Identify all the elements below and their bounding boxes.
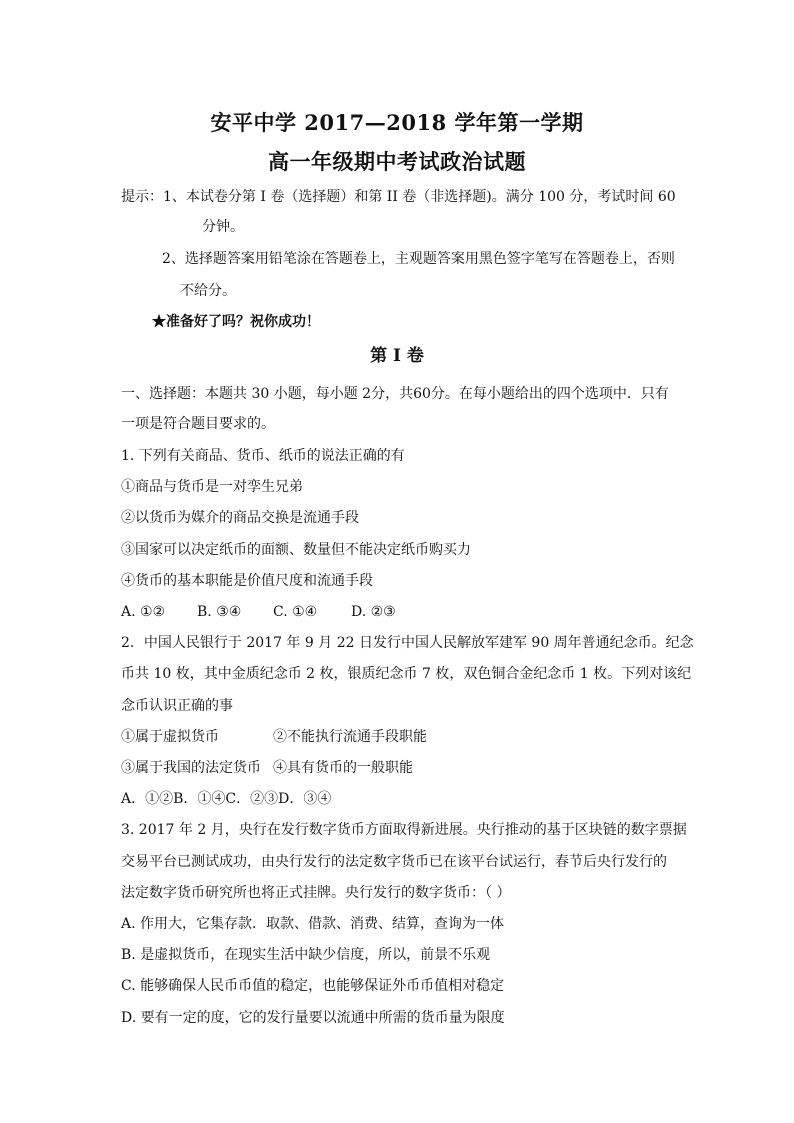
q1-statement-4: ④货币的基本职能是价值尺度和流通手段	[121, 573, 373, 589]
q3-stem-3: 法定数字货币研究所也将正式挂牌。央行发行的数字货币：（ ）	[121, 885, 511, 901]
q1-option-a: A. ①②	[121, 604, 166, 620]
q1-option-d: D. ②③	[351, 604, 396, 620]
q2-statement-2: ②不能执行流通手段职能	[273, 729, 427, 745]
q3-option-c: C. 能够确保人民币币值的稳定，也能够保证外币币值相对稳定	[121, 978, 505, 994]
tip-line-1-cont: 分钟。	[202, 219, 244, 235]
q3-option-b: B. 是虚拟货币，在现实生活中缺少信度，所以，前景不乐观	[121, 947, 491, 963]
good-luck-note: ★准备好了吗？祝你成功！	[152, 314, 320, 330]
q1-stem: 1. 下列有关商品、货币、纸币的说法正确的有	[121, 448, 405, 464]
q2-statements-row-1	[121, 727, 427, 747]
q1-statement-3: ③国家可以决定纸币的面额、数量但不能决定纸币购买力	[121, 542, 471, 558]
tip-line-2-cont: 不给分。	[180, 283, 236, 299]
q1-option-b: B. ③④	[197, 604, 242, 620]
q2-statements-row-2	[121, 758, 413, 778]
q1-option-c: C. ①④	[273, 604, 318, 620]
q2-statement-3: ③属于我国的法定货币	[121, 760, 261, 776]
q2-stem-3: 念币认识正确的事	[121, 698, 233, 714]
q1-statement-1: ①商品与货币是一对孪生兄弟	[121, 479, 303, 495]
q3-option-d: D. 要有一定的度，它的发行量要以流通中所需的货币量为限度	[121, 1010, 505, 1026]
tip-line-1: 提示：1、本试卷分第 I 卷（选择题）和第 II 卷（非选择题)。满分 100 分，考试时间 60	[121, 189, 676, 205]
section-intro-2: 一项是符合题目要求的。	[121, 416, 275, 432]
q2-options: A．①②B．①④C．②③D．③④	[121, 791, 332, 807]
q1-options	[121, 602, 396, 622]
q3-option-a: A. 作用大，它集存款．取款、借款、消费、结算，查询为一体	[121, 916, 505, 932]
exam-title: 安平中学 2017—2018 学年第一学期	[210, 110, 584, 135]
section-title: 第 I 卷	[370, 346, 424, 366]
q2-stem-1: 2．中国人民银行于 2017 年 9 月 22 日发行中国人民解放军建军 90 周年普通纪念币。纪念	[121, 635, 694, 651]
q2-statement-1: ①属于虚拟货币	[121, 729, 219, 745]
q1-statement-2: ②以货币为媒介的商品交换是流通手段	[121, 510, 359, 526]
section-intro-1: 一、选择题：本题共 30 小题，每小题 2分，共60分。在每小题给出的四个选项中．只有	[121, 386, 669, 402]
exam-subtitle: 高一年级期中考试政治试题	[268, 149, 526, 174]
tip-line-2: 2、选择题答案用铅笔涂在答题卷上，主观题答案用黑色签字笔写在答题卷上，否则	[162, 251, 675, 267]
q3-stem-1: 3. 2017 年 2 月，央行在发行数字货币方面取得新进展。央行推动的基于区块链的数字票据	[121, 822, 687, 838]
q2-stem-2: 币共 10 枚，其中金质纪念币 2 枚，银质纪念币 7 枚，双色铜合金纪念币 1 枚。下列对该纪	[121, 666, 692, 682]
q3-stem-2: 交易平台已测试成功，由央行发行的法定数字货币已在该平台试运行，春节后央行发行的	[121, 854, 667, 870]
q2-statement-4: ④具有货币的一般职能	[273, 760, 413, 776]
